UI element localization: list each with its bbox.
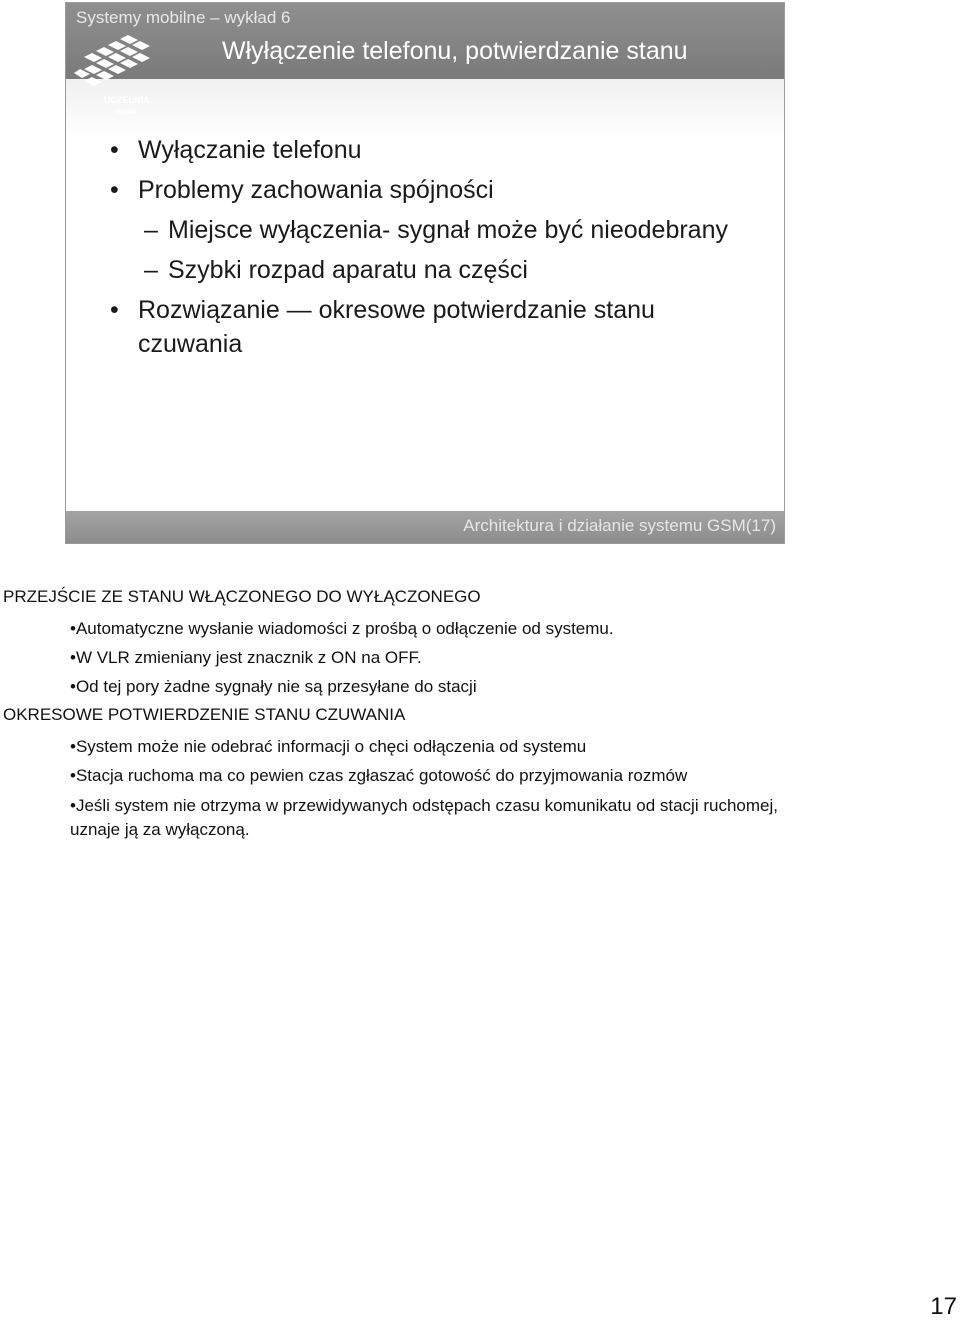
slide-footer <box>66 511 784 543</box>
page-number: 17 <box>930 1293 957 1320</box>
bullet-item: • Problemy zachowania spójności <box>106 173 746 207</box>
sub-bullet-item: – Szybki rozpad aparatu na części <box>106 253 746 287</box>
bullet-item: • Rozwiązanie — okresowe potwierdzanie stanu czuwania <box>106 293 746 361</box>
notes-item: •Jeśli system nie otrzyma w przewidywanych odstępach czasu komunikatu od stacji ruchomej, uznaje ją za wyłączoną. <box>70 796 778 839</box>
course-title: Systemy mobilne – wykład 6 <box>76 8 291 27</box>
logo-text-bottom: ONLINE <box>114 110 137 116</box>
slide-header <box>66 3 784 79</box>
notes-heading: PRZEJŚCIE ZE STANU WŁĄCZONEGO DO WYŁĄCZONEGO <box>3 587 481 606</box>
slide <box>65 2 785 544</box>
bullet-item: • Wyłączanie telefonu <box>106 133 746 167</box>
slide-footer-text: Architektura i działanie systemu GSM(17) <box>463 516 776 535</box>
notes-heading: OKRESOWE POTWIERDZENIE STANU CZUWANIA <box>3 705 406 724</box>
notes-item: •Od tej pory żadne sygnały nie są przesyłane do stacji <box>70 677 477 696</box>
notes-item: •System może nie odebrać informacji o chęci odłączenia od systemu <box>70 737 587 756</box>
notes-item: •W VLR zmieniany jest znacznik z ON na OFF. <box>70 648 422 667</box>
logo-text-top: UCZELNIA <box>104 95 150 105</box>
slide-bullet-list <box>106 133 746 367</box>
notes-item: •Stacja ruchoma ma co pewien czas zgłaszać gotowość do przyjmowania rozmów <box>70 766 688 785</box>
notes-item: •Automatyczne wysłanie wiadomości z prośbą o odłączenie od systemu. <box>70 619 614 638</box>
uczelnia-online-logo <box>74 31 166 123</box>
sub-bullet-item: – Miejsce wyłączenia- sygnał może być nieodebrany <box>106 213 746 247</box>
slide-title: Włyłączenie telefonu, potwierdzanie stanu <box>222 37 688 65</box>
